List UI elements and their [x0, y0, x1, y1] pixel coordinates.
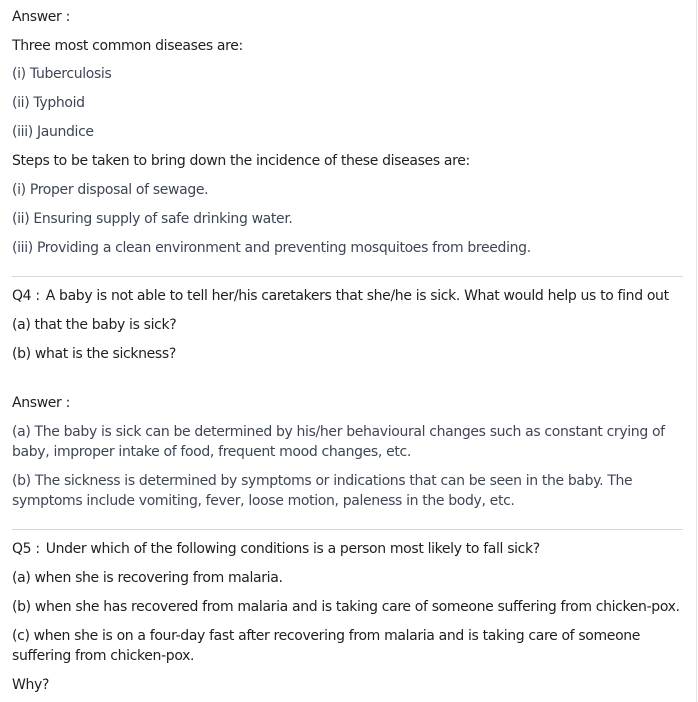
question-text: Under which of the following conditions is a person most likely to fall sick?: [45, 541, 540, 557]
divider: [12, 529, 683, 530]
disease-item: (ii) Typhoid: [12, 95, 85, 111]
answer-intro: Three most common diseases are:: [12, 38, 243, 54]
answer-label: Answer :: [12, 395, 70, 411]
option-item: (c) when she is on a four-day fast after recovering from malaria and is taking care of someone suffering from chicken-pox.: [12, 628, 641, 664]
steps-intro: Steps to be taken to bring down the incidence of these diseases are:: [12, 153, 470, 169]
divider: [12, 276, 683, 277]
step-item: (iii) Providing a clean environment and preventing mosquitoes from breeding.: [12, 240, 531, 256]
question-4: [12, 286, 669, 306]
step-item: (i) Proper disposal of sewage.: [12, 182, 209, 198]
step-item: (ii) Ensuring supply of safe drinking water.: [12, 211, 293, 227]
disease-item: (i) Tuberculosis: [12, 66, 112, 82]
question-text: A baby is not able to tell her/his caretakers that she/he is sick. What would help us to find out: [45, 288, 669, 304]
question-part: (a) that the baby is sick?: [12, 317, 177, 333]
question-5: [12, 539, 540, 559]
question-part: (b) what is the sickness?: [12, 346, 176, 362]
why-prompt: Why?: [12, 677, 50, 693]
question-label: Q5 :: [12, 541, 40, 557]
answer-item: (b) The sickness is determined by symptoms or indications that can be seen in the baby. The symptoms include vomiting, fever, loose motion, paleness in the body, etc.: [12, 473, 633, 509]
option-item: (a) when she is recovering from malaria.: [12, 570, 283, 586]
answer-label: Answer :: [12, 9, 70, 25]
answer-item: (a) The baby is sick can be determined by his/her behavioural changes such as constant crying of baby, improper intake of food, frequent mood changes, etc.: [12, 424, 665, 460]
disease-item: (iii) Jaundice: [12, 124, 94, 140]
option-item: (b) when she has recovered from malaria and is taking care of someone suffering from chicken-pox.: [12, 599, 680, 615]
question-label: Q4 :: [12, 288, 40, 304]
